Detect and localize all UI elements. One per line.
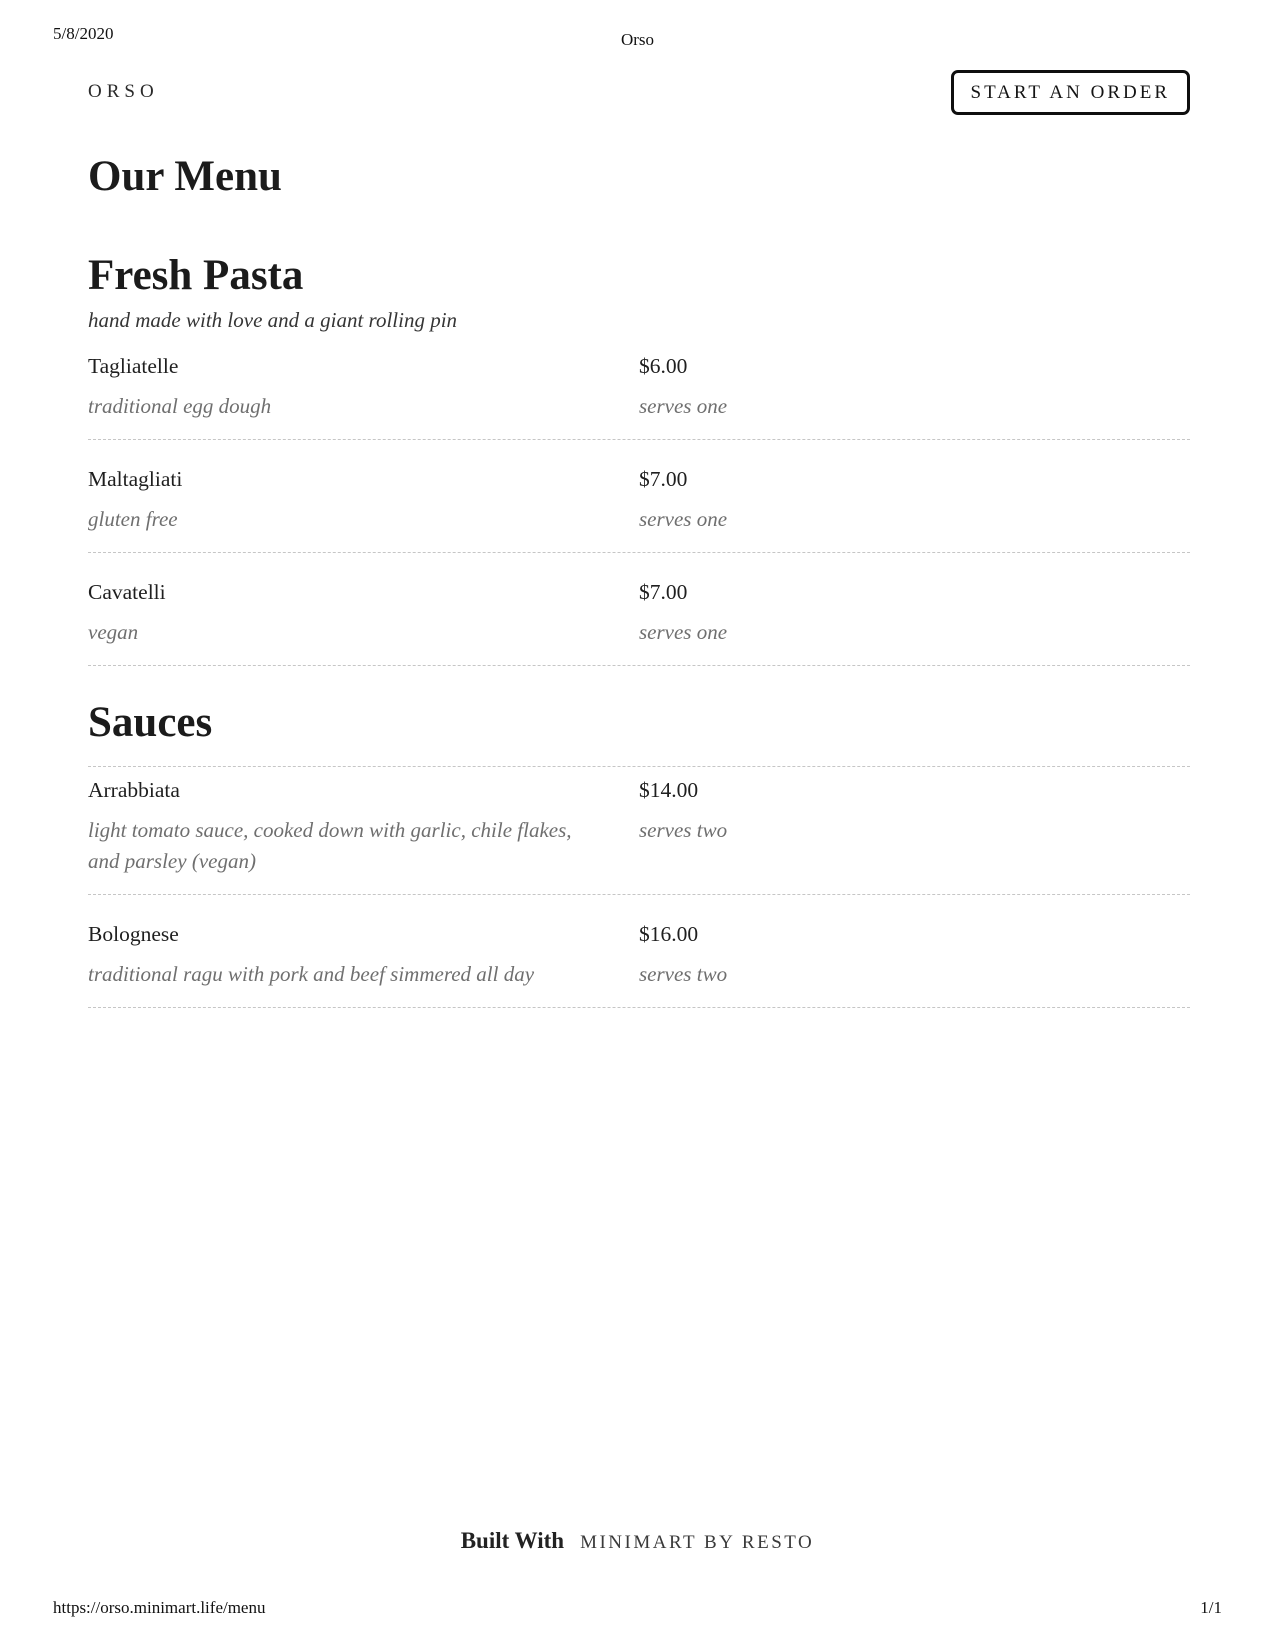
item-name: Cavatelli bbox=[88, 579, 166, 604]
brand-logo-link[interactable]: ORSO bbox=[88, 81, 159, 102]
menu-item-info bbox=[88, 922, 639, 990]
menu-item-info bbox=[88, 778, 639, 877]
item-serves: serves one bbox=[639, 619, 728, 644]
item-description: light tomato sauce, cooked down with garlic, chile flakes, and parsley (vegan) bbox=[88, 818, 572, 874]
page-content bbox=[88, 68, 1190, 1008]
page-title: Our Menu bbox=[88, 153, 282, 200]
item-serves: serves two bbox=[639, 962, 728, 987]
item-price: $14.00 bbox=[639, 778, 699, 803]
menu-item-info bbox=[88, 580, 639, 648]
item-description: vegan bbox=[88, 619, 139, 644]
item-price: $7.00 bbox=[639, 466, 688, 491]
menu-list-sauces bbox=[88, 766, 1190, 1008]
site-footer bbox=[0, 1528, 1275, 1554]
menu-item-arrabbiata bbox=[88, 767, 1190, 895]
site-header bbox=[88, 68, 1190, 116]
menu-item-pricing bbox=[639, 467, 1190, 535]
menu-item-pricing bbox=[639, 580, 1190, 648]
item-description: gluten free bbox=[88, 506, 178, 531]
item-name: Maltagliati bbox=[88, 466, 183, 491]
section-subtitle-fresh-pasta: hand made with love and a giant rolling pin bbox=[88, 307, 458, 332]
item-description: traditional egg dough bbox=[88, 393, 272, 418]
item-price: $6.00 bbox=[639, 353, 688, 378]
item-serves: serves one bbox=[639, 393, 728, 418]
print-url: https://orso.minimart.life/menu bbox=[53, 1598, 266, 1617]
builder-credit-link[interactable]: MINIMART BY RESTO bbox=[580, 1532, 815, 1553]
menu-item-cavatelli bbox=[88, 553, 1190, 666]
print-date: 5/8/2020 bbox=[53, 24, 114, 43]
menu-item-info bbox=[88, 354, 639, 422]
print-footer bbox=[53, 1598, 1222, 1618]
menu-item-info bbox=[88, 467, 639, 535]
item-description: traditional ragu with pork and beef simmered all day bbox=[88, 962, 535, 987]
item-name: Bolognese bbox=[88, 922, 179, 947]
item-price: $16.00 bbox=[639, 922, 699, 947]
menu-section-sauces bbox=[88, 698, 1190, 1008]
menu-item-bolognese bbox=[88, 895, 1190, 1008]
item-serves: serves one bbox=[639, 506, 728, 531]
menu-list-fresh-pasta bbox=[88, 333, 1190, 666]
start-order-button[interactable]: START AN ORDER bbox=[951, 70, 1190, 115]
menu-item-tagliatelle bbox=[88, 333, 1190, 440]
menu-section-fresh-pasta bbox=[88, 251, 1190, 665]
menu-item-pricing bbox=[639, 354, 1190, 422]
item-name: Tagliatelle bbox=[88, 353, 179, 378]
item-name: Arrabbiata bbox=[88, 778, 180, 803]
section-title-fresh-pasta: Fresh Pasta bbox=[88, 252, 304, 300]
item-serves: serves two bbox=[639, 818, 728, 843]
print-page-number: 1/1 bbox=[1200, 1598, 1222, 1617]
menu-item-pricing bbox=[639, 778, 1190, 877]
item-price: $7.00 bbox=[639, 579, 688, 604]
print-doc-title: Orso bbox=[620, 30, 655, 49]
built-with-label: Built With bbox=[460, 1528, 565, 1553]
section-title-sauces: Sauces bbox=[88, 698, 213, 746]
menu-item-pricing bbox=[639, 922, 1190, 990]
menu-item-maltagliati bbox=[88, 440, 1190, 553]
